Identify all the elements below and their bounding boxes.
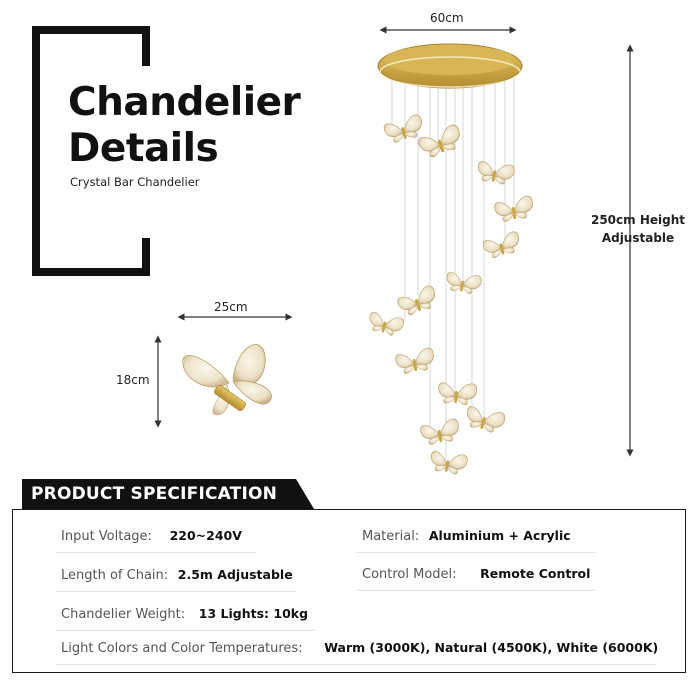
row-divider (56, 552, 256, 553)
spec-value: Remote Control (480, 566, 591, 581)
spec-input-voltage (61, 528, 242, 544)
spec-weight (61, 606, 308, 622)
ceiling-canopy (378, 44, 522, 88)
spec-value: Aluminium + Acrylic (428, 528, 571, 543)
spec-value: 220~240V (169, 528, 242, 543)
spec-material (362, 528, 571, 544)
spec-label: Control Model: (362, 567, 457, 582)
spec-heading-banner (22, 479, 314, 509)
spec-heading: PRODUCT SPECIFICATION (31, 484, 278, 504)
butterfly-width-label: 25cm (214, 300, 248, 314)
spec-value: 13 Lights: 10kg (198, 606, 309, 621)
title-line-1: Chandelier (68, 80, 301, 125)
row-divider (56, 591, 296, 592)
page-subtitle: Crystal Bar Chandelier (70, 175, 200, 189)
spec-value: 2.5m Adjustable (177, 567, 293, 582)
spec-label: Input Voltage: (61, 529, 152, 544)
spec-label: Material: (362, 529, 420, 544)
spec-light-colors (61, 640, 658, 656)
butterfly-lamp-detail (183, 344, 272, 415)
row-divider (56, 630, 316, 631)
spec-label: Light Colors and Color Temperatures: (61, 641, 303, 656)
height-label-line-2: Adjustable (601, 231, 675, 245)
row-divider (356, 590, 596, 591)
title-line-2: Details (68, 126, 219, 171)
height-dimension-label (588, 211, 688, 247)
spec-chain-length (61, 567, 293, 583)
spec-label: Chandelier Weight: (61, 607, 186, 622)
spec-label: Length of Chain: (61, 568, 169, 583)
row-divider (356, 552, 596, 553)
width-dimension-label: 60cm (430, 11, 464, 25)
row-divider (56, 664, 656, 665)
spec-value: Warm (3000K), Natural (4500K), White (6000K) (324, 640, 659, 655)
spec-control-model (362, 566, 590, 582)
butterfly-height-label: 18cm (116, 373, 150, 387)
hanging-butterflies (367, 114, 536, 476)
height-label-line-1: 250cm Height (590, 213, 685, 227)
